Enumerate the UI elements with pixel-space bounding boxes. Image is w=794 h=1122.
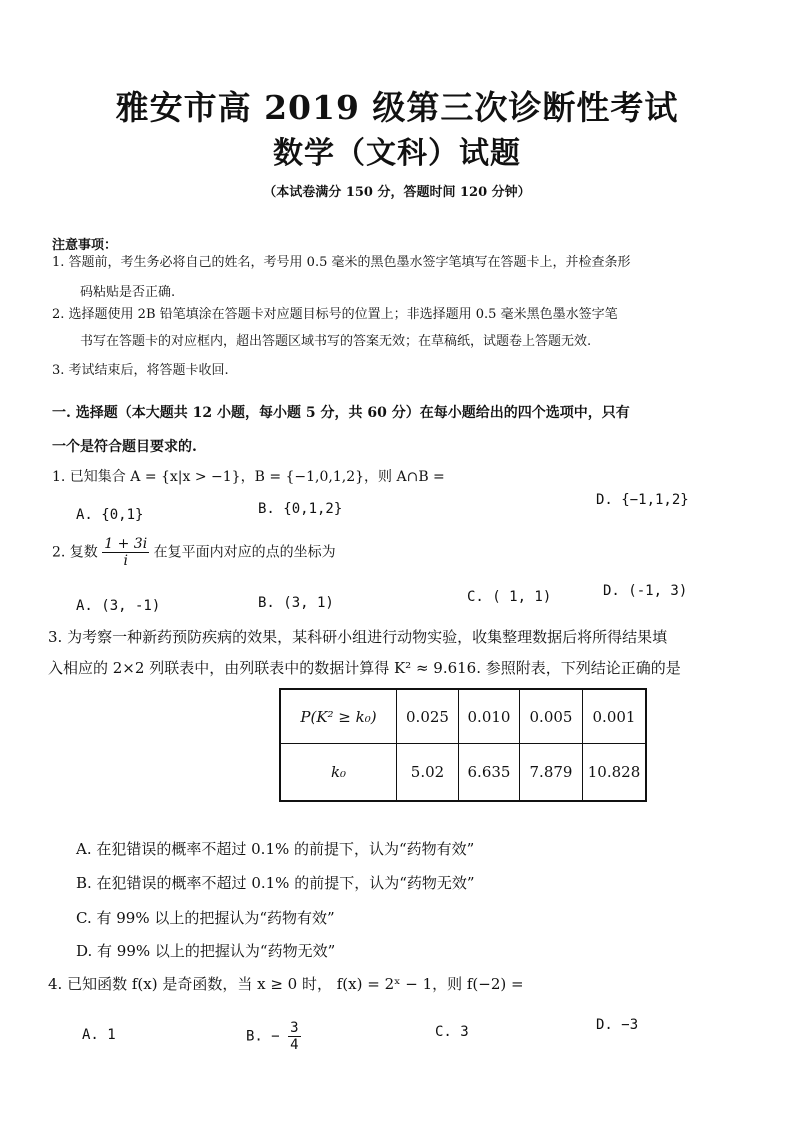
question-3-option-b: B. 在犯错误的概率不超过 0.1% 的前提下，认为“药物无效” <box>76 874 475 892</box>
notes-item-1-cont: 码粘贴是否正确. <box>80 285 176 300</box>
question-1-option-d: D. {−1,1,2} <box>596 492 689 508</box>
table-row <box>280 744 646 802</box>
question-4-option-b <box>246 1020 301 1053</box>
question-3-option-a: A. 在犯错误的概率不超过 0.1% 的前提下，认为“药物有效” <box>76 840 475 858</box>
notes-heading: 注意事项： <box>52 238 118 253</box>
notes-item-2: 2. 选择题使用 2B 铅笔填涂在答题卡对应题目标号的位置上；非选择题用 0.5 毫米黑色墨水签字笔 <box>52 307 618 322</box>
table-cell: 0.025 <box>397 689 459 744</box>
table-row-label: k₀ <box>280 744 397 802</box>
section-heading-cont: 一个是符合题目要求的. <box>52 439 197 455</box>
option-b-prefix: B. − <box>246 1028 280 1045</box>
question-3-option-d: D. 有 99% 以上的把握认为“药物无效” <box>76 942 336 960</box>
complex-fraction <box>102 536 149 569</box>
question-2-option-d: D. (-1, 3) <box>603 583 688 599</box>
table-row <box>280 689 646 744</box>
notes-item-3: 3. 考试结束后，将答题卡收回. <box>52 363 229 378</box>
question-3-option-c: C. 有 99% 以上的把握认为“药物有效” <box>76 909 335 927</box>
fraction-numerator: 1 + 3i <box>104 536 148 552</box>
fraction-denominator: i <box>123 553 128 569</box>
question-2-suffix: 在复平面内对应的点的坐标为 <box>153 544 336 561</box>
question-4-option-a: A. 1 <box>82 1027 116 1043</box>
question-4-option-c: C. 3 <box>435 1024 469 1040</box>
critical-value-table <box>279 688 647 802</box>
question-2-option-b: B. (3, 1) <box>258 595 334 611</box>
exam-info: （本试卷满分 150 分，答题时间 120 分钟） <box>263 185 531 200</box>
option-b-fraction <box>288 1020 300 1053</box>
table-cell: 0.010 <box>459 689 520 744</box>
question-4-option-d: D. −3 <box>596 1017 639 1033</box>
question-4-stem: 4. 已知函数 f(x) 是奇函数，当 x ≥ 0 时， f(x) = 2ˣ − 1，则 f(−2) = <box>48 975 524 993</box>
question-2-option-c: C. ( 1, 1) <box>467 589 552 605</box>
table-cell: 6.635 <box>459 744 520 802</box>
question-1-stem: 1. 已知集合 A = {x|x > −1}，B = {−1,0,1,2}，则 A∩B = <box>52 469 445 485</box>
table-cell: 10.828 <box>583 744 647 802</box>
table-cell: 0.005 <box>520 689 583 744</box>
notes-item-2-cont: 书写在答题卡的对应框内，超出答题区域书写的答案无效；在草稿纸，试题卷上答题无效. <box>80 334 592 349</box>
table-cell: 0.001 <box>583 689 647 744</box>
fraction-numerator: 3 <box>290 1020 299 1036</box>
question-2-stem <box>52 536 336 569</box>
question-3-stem: 3. 为考察一种新药预防疾病的效果，某科研小组进行动物实验，收集整理数据后将所得结果填 <box>48 628 668 646</box>
section-heading: 一. 选择题（本大题共 12 小题，每小题 5 分，共 60 分）在每小题给出的四个选项中，只有 <box>52 405 630 421</box>
table-cell: 5.02 <box>397 744 459 802</box>
question-2-prefix: 2. 复数 <box>52 544 98 561</box>
question-1-option-a: A. {0,1} <box>76 507 144 523</box>
question-2-option-a: A. (3, -1) <box>76 598 161 614</box>
question-3-stem-cont: 入相应的 2×2 列联表中，由列联表中的数据计算得 K² ≈ 9.616. 参照附表，下列结论正确的是 <box>48 659 681 677</box>
fraction-denominator: 4 <box>290 1037 299 1053</box>
question-1-option-b: B. {0,1,2} <box>258 501 343 517</box>
exam-title: 雅安市高 2019 级第三次诊断性考试 <box>115 88 679 127</box>
table-cell: 7.879 <box>520 744 583 802</box>
table-row-label: P(K² ≥ k₀) <box>280 689 397 744</box>
exam-subject-title: 数学（文科）试题 <box>273 136 521 171</box>
notes-item-1: 1. 答题前，考生务必将自己的姓名，考号用 0.5 毫米的黑色墨水签字笔填写在答题卡上，并检查条形 <box>52 255 631 270</box>
